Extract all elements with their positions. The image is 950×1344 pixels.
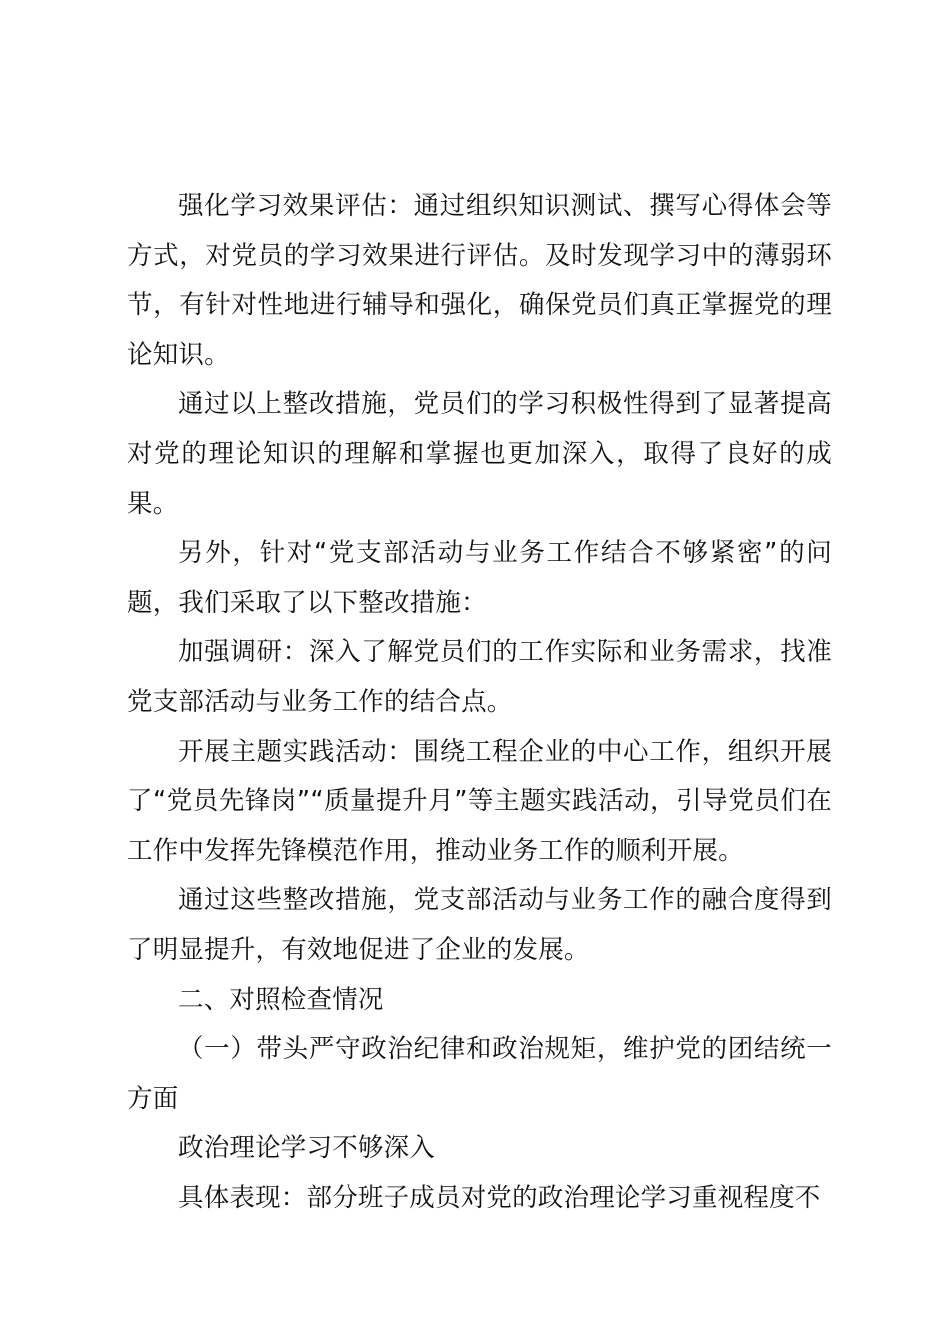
item-heading-theory-study: 政治理论学习不够深入: [178, 1133, 436, 1164]
paragraph-branch-activity-issue: 另外，针对“党支部活动与业务工作结合不够紧密”的问题，我们采取了以下整改措施：: [127, 538, 832, 618]
paragraph-learning-evaluation: 强化学习效果评估：通过组织知识测试、撰写心得体会等方式，对党员的学习效果进行评估。及时发现学习中的薄弱环节，有针对性地进行辅导和强化，确保党员们真正掌握党的理论知识。: [127, 191, 832, 370]
paragraph-rectification-results: 通过以上整改措施，党员们的学习积极性得到了显著提高对党的理论知识的理解和掌握也更加深入，取得了良好的成果。: [127, 389, 832, 519]
paragraph-theme-practice: 开展主题实践活动：围绕工程企业的中心工作，组织开展了“党员先锋岗”“质量提升月”等主题实践活动，引导党员们在工作中发挥先锋模范作用，推动业务工作的顺利开展。: [127, 736, 832, 866]
paragraph-research: 加强调研：深入了解党员们的工作实际和业务需求，找准党支部活动与业务工作的结合点。: [127, 637, 832, 717]
section-heading-comparison-check: 二、对照检查情况: [178, 984, 384, 1015]
paragraph-specific-manifestation: 具体表现：部分班子成员对党的政治理论学习重视程度不: [178, 1182, 821, 1213]
subsection-heading-political-discipline: （一）带头严守政治纪律和政治规矩，维护党的团结统一方面: [127, 1034, 832, 1114]
document-body: [127, 182, 832, 1223]
paragraph-integration-results: 通过这些整改措施，党支部活动与业务工作的融合度得到了明显提升，有效地促进了企业的发展。: [127, 885, 832, 965]
